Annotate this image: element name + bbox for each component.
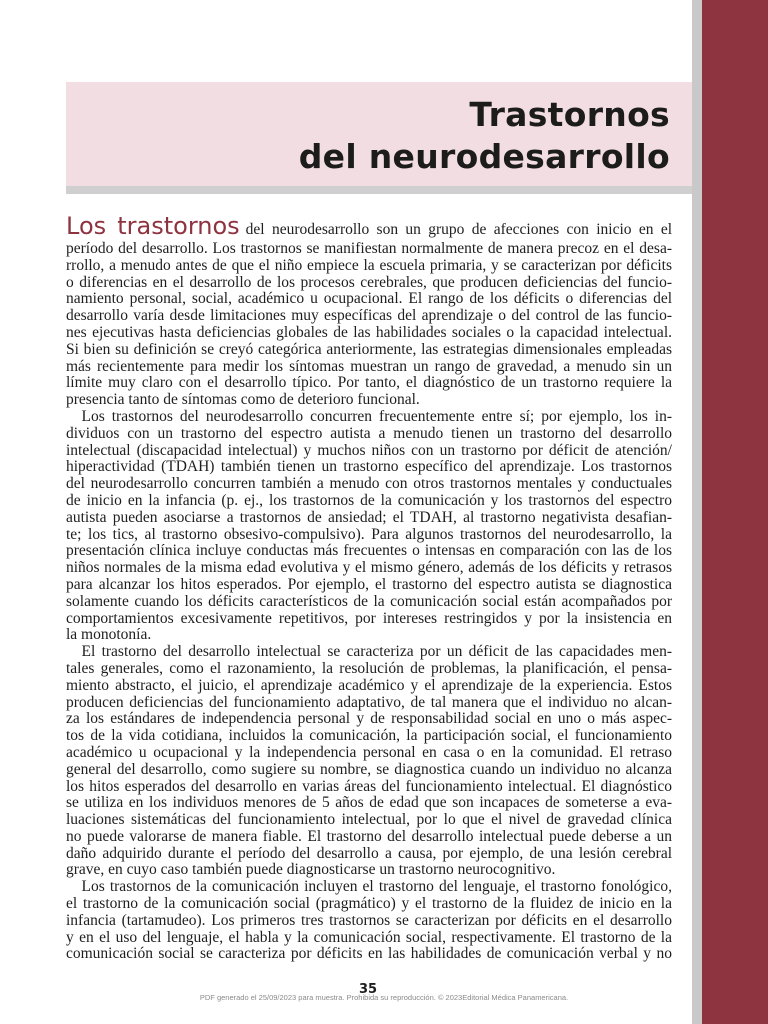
text-line: la monotonía. xyxy=(66,626,152,644)
text-line: infancia (tartamudeo). Los primeros tres trastornos se caracterizan por déficits en el desarrollo xyxy=(66,911,672,929)
chapter-title xyxy=(299,94,670,178)
text-line: miento abstracto, el juicio, el aprendizaje académico y el aprendizaje de la experiencia. Estos xyxy=(66,676,672,694)
text-line: daño adquirido durante el período del desarrollo a causa, por ejemplo, de una lesión cerebral xyxy=(66,844,672,862)
text-line: tales generales, como el razonamiento, la resolución de problemas, la planificación, el pensa- xyxy=(66,659,672,677)
text-line: producen deficiencias del funcionamiento adaptativo, de tal manera que el individuo no alcan- xyxy=(66,693,672,711)
text-line: Los trastornos de la comunicación incluyen el trastorno del lenguaje, el trastorno fonológico, xyxy=(66,878,672,896)
text-line: El trastorno del desarrollo intelectual se caracteriza por un déficit de las capacidades men- xyxy=(66,643,672,661)
text-line: comunicación social se caracteriza por déficits en las habilidades de comunicación verbal y no xyxy=(66,945,672,963)
text-line: te; los tics, al trastorno obsesivo-compulsivo). Para algunos trastornos del neurodesarrollo, la xyxy=(66,525,672,543)
text-line: el trastorno de la comunicación social (pragmático) y el trastorno de la fluidez de inicio en la xyxy=(66,895,672,913)
text-line: za los estándares de independencia personal y de responsabilidad social en uno o más aspec- xyxy=(66,710,672,728)
text-line: más recientemente para medir los síntomas muestran un rango de gravedad, a menudo sin un xyxy=(66,357,672,375)
text-line: luaciones sistemáticas del funcionamiento intelectual, por lo que el nivel de gravedad clínica xyxy=(66,811,672,829)
text-line: autista pueden asociarse a trastornos de ansiedad; el TDAH, al trastorno negativista desafian- xyxy=(66,508,672,526)
title-band xyxy=(66,82,692,186)
text-line: niños normales de la misma edad evolutiva y el mismo género, además de los déficits y retrasos xyxy=(66,559,672,577)
text-line: los hitos esperados del desarrollo en varias áreas del funcionamiento intelectual. El diagnóstico xyxy=(66,777,672,795)
text-line: desarrollo varía desde limitaciones muy específicas del aprendizaje o del control de las funcio- xyxy=(66,307,672,325)
text-line: nes ejecutivas hasta deficiencias globales de las habilidades sociales o la capacidad intelectual. xyxy=(66,323,672,341)
title-rule xyxy=(66,186,692,194)
text-line: intelectual (discapacidad intelectual) y muchos niños con un trastorno por déficit de atención/ xyxy=(66,441,672,459)
text-line: del neurodesarrollo concurren también a menudo con otros trastornos mentales y conductuales xyxy=(66,475,672,493)
text-line: de inicio en la infancia (p. ej., los trastornos de la comunicación y los trastornos del espectro xyxy=(66,491,672,509)
text-line: general del desarrollo, como sugiere su nombre, se diagnostica cuando un individuo no alcanza xyxy=(66,760,672,778)
page-number: 35 xyxy=(358,982,378,997)
text-line: comportamientos excesivamente repetitivos, por intereses restringidos y por la insistencia en xyxy=(66,609,672,627)
footer-note: PDF generado el 25/09/2023 para muestra. Prohibida su reproducción. © 2023Editorial Médica Panamericana. xyxy=(199,993,569,1002)
text-line: académico u ocupacional y la independencia personal en casa o en la comunidad. El retraso xyxy=(66,743,672,761)
first-line-rest: del neurodesarrollo son un grupo de afecciones con inicio en el xyxy=(245,221,673,238)
text-line: Los trastornos del neurodesarrollo concurren frecuentemente entre sí; por ejemplo, los in- xyxy=(66,407,672,425)
text-line: dividuos con un trastorno del espectro autista a menudo tienen un trastorno del desarrollo xyxy=(66,424,672,442)
chapter-title-line-1: Trastornos xyxy=(469,95,670,134)
first-line xyxy=(66,212,673,241)
text-line: para alcanzar los hitos esperados. Por ejemplo, el trastorno del espectro autista se diagnostica xyxy=(66,575,672,593)
chapter-side-tab xyxy=(702,0,768,1024)
text-line: no puede valorarse de manera fiable. El trastorno del desarrollo intelectual puede deberse a un xyxy=(66,827,672,845)
text-line: presentación clínica incluye conductas más frecuentes o intensas en comparación con las de los xyxy=(66,542,672,560)
text-line: período del desarrollo. Los trastornos se manifiestan normalmente de manera precoz en el desa- xyxy=(66,240,672,257)
text-line: se utiliza en los individuos menores de 5 años de edad que son incapaces de someterse a eva- xyxy=(66,794,672,812)
text-line: namiento personal, social, académico u ocupacional. El rango de los déficits o diferencias del xyxy=(66,290,672,308)
chapter-title-line-2: del neurodesarrollo xyxy=(298,137,670,176)
lead-word: Los trastornos xyxy=(66,212,240,240)
text-line: grave, en cuyo caso también puede diagnosticarse un trastorno neurocognitivo. xyxy=(66,861,556,879)
page-edge-shadow xyxy=(692,0,702,1024)
text-line: rrollo, a menudo antes de que el niño empiece la escuela primaria, y se caracterizan por déficits xyxy=(66,256,672,274)
text-line: solamente cuando los déficits característicos de la comunicación social están acompañados por xyxy=(66,592,672,610)
text-line: hiperactividad (TDAH) también tienen un trastorno específico del aprendizaje. Los trastornos xyxy=(66,458,672,476)
text-line: límite muy claro con el desarrollo típico. Por tanto, el diagnóstico de un trastorno requiere la xyxy=(66,374,672,392)
body-text xyxy=(66,212,673,963)
text-line: o diferencias en el desarrollo de los procesos cerebrales, que producen deficiencias del funcio- xyxy=(66,273,672,291)
text-line: tos de la vida cotidiana, incluidos la comunicación, la participación social, el funcionamiento xyxy=(66,727,672,745)
text-line: y en el uso del lenguaje, el habla y la comunicación social, respectivamente. El trastorno de la xyxy=(66,928,672,946)
text-line: presencia tanto de síntomas como de deterioro funcional. xyxy=(66,391,420,409)
text-line: Si bien su definición se creyó categórica anteriormente, las estrategias dimensionales empleadas xyxy=(66,340,672,358)
